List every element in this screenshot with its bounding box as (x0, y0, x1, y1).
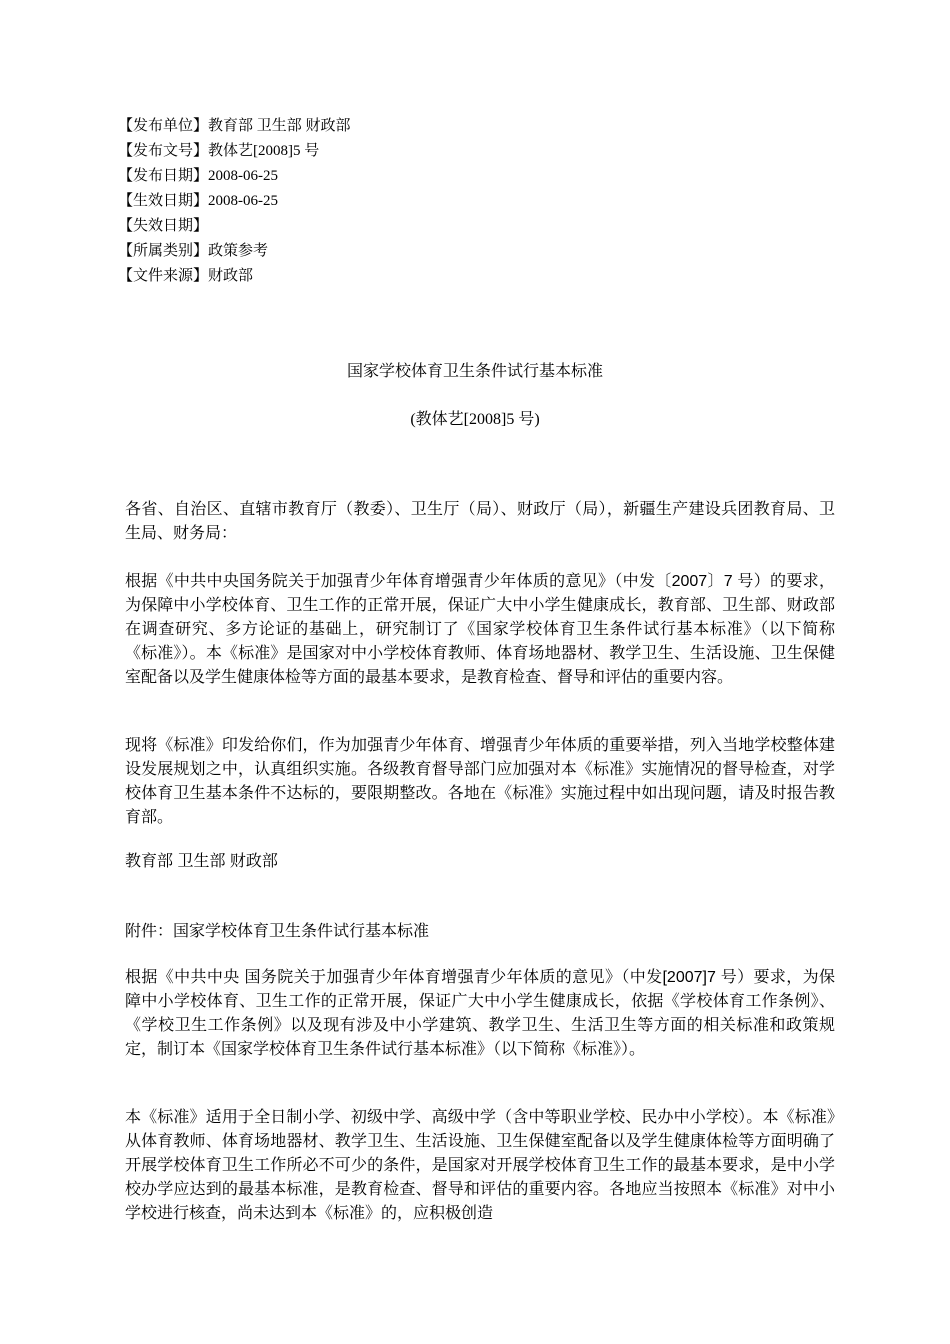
body-paragraph-3 (125, 966, 835, 1062)
meta-issuer: 【发布单位】教育部 卫生部 财政部 (118, 118, 351, 134)
meta-effective-date: 【生效日期】2008-06-25 (118, 193, 278, 209)
metadata-block (118, 114, 351, 289)
attachment-line (125, 920, 835, 944)
paragraph-text: 本《标准》适用于全日制小学、初级中学、高级中学（含中等职业学校、民办中小学校）。本《标准》从体育教师、体育场地器材、教学卫生、生活设施、卫生保健室配备以及学生健康体检等方面明确了开展学校体育卫生工作所必不可少的条件，是国家对开展学校体育卫生工作的最基本要求，是中小学校办学应达到的最基本标准，是教育检查、督导和评估的重要内容。各地应当按照本《标准》对中小学校进行核查，尚未达到本《标准》的，应积极创造 (125, 1109, 835, 1222)
signature-block (125, 850, 835, 874)
meta-issue-date: 【发布日期】2008-06-25 (118, 168, 278, 184)
body-paragraph-2 (125, 734, 835, 830)
paragraph-text: 根据《中共中央国务院关于加强青少年体育增强青少年体质的意见》（中发〔2007〕7 号）的要求，为保障中小学校体育、卫生工作的正常开展，保证广大中小学生健康成长，教育部、卫生部、财政部在调查研究、多方论证的基础上，研究制订了《国家学校体育卫生条件试行基本标准》（以下简称《标准》）。本《标准》是国家对中小学校体育教师、体育场地器材、教学卫生、生活设施、卫生保健室配备以及学生健康体检等方面的最基本要求，是教育检查、督导和评估的重要内容。 (125, 573, 835, 686)
signature-text: 教育部 卫生部 财政部 (125, 853, 278, 870)
meta-expiry-date: 【失效日期】 (118, 218, 209, 234)
paragraph-text: 现将《标准》印发给你们，作为加强青少年体育、增强青少年体质的重要举措，列入当地学校整体建设发展规划之中，认真组织实施。各级教育督导部门应加强对本《标准》实施情况的督导检查，对学校体育卫生基本条件不达标的，要限期整改。各地在《标准》实施过程中如出现问题，请及时报告教育部。 (125, 737, 835, 826)
meta-doc-number: 【发布文号】教体艺[2008]5 号 (118, 143, 320, 159)
paragraph-text: 根据《中共中央 国务院关于加强青少年体育增强青少年体质的意见》（中发[2007]7 号）要求，为保障中小学校体育、卫生工作的正常开展，保证广大中小学生健康成长，依据《学校体育工作条例》、《学校卫生工作条例》以及现有涉及中小学建筑、教学卫生、生活卫生等方面的相关标准和政策规定，制订本《国家学校体育卫生条件试行基本标准》（以下简称《标准》）。 (125, 969, 835, 1058)
body-paragraph-4 (125, 1106, 835, 1226)
attachment-text: 附件：国家学校体育卫生条件试行基本标准 (125, 923, 430, 940)
body-paragraph-1 (125, 570, 835, 690)
document-title: 国家学校体育卫生条件试行基本标准 (346, 363, 603, 380)
meta-source: 【文件来源】财政部 (118, 268, 254, 284)
salutation-paragraph (125, 498, 835, 546)
document-number-subtitle: (教体艺[2008]5 号) (410, 411, 540, 428)
meta-category: 【所属类别】政策参考 (118, 243, 269, 259)
salutation-text: 各省、自治区、直辖市教育厅（教委）、卫生厅（局）、财政厅（局），新疆生产建设兵团教育局、卫生局、财务局： (125, 501, 835, 542)
